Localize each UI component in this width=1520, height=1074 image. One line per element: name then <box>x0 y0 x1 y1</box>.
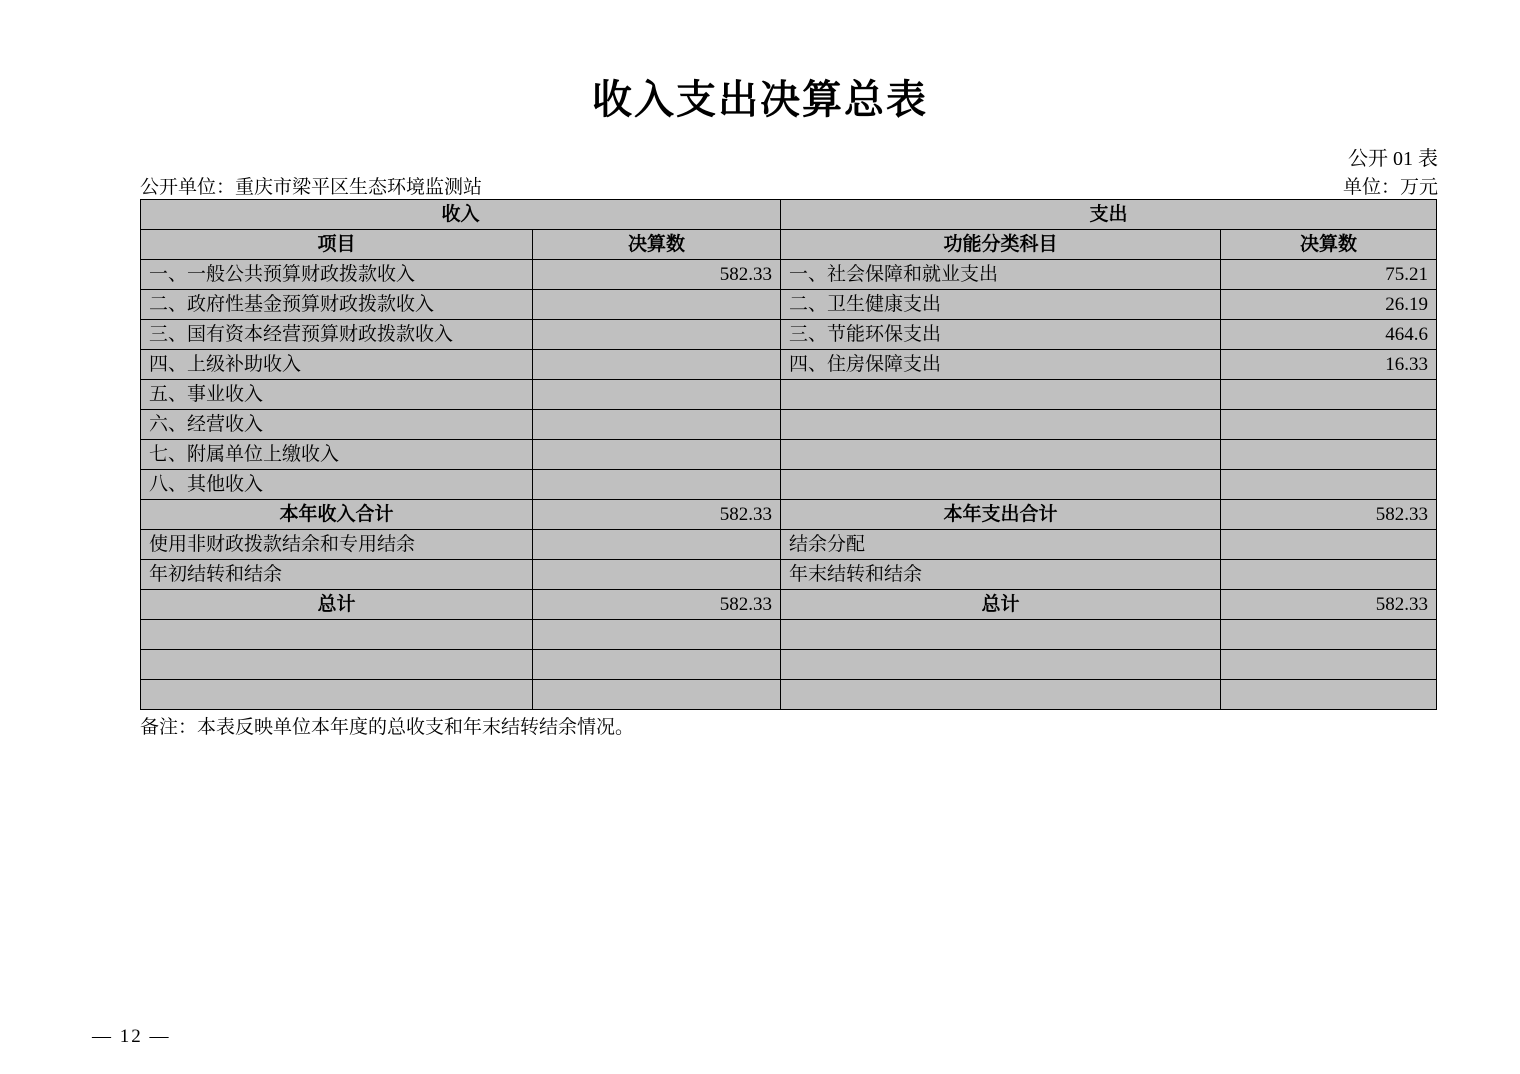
income-expense-table <box>140 199 1437 710</box>
income-item: 七、附属单位上缴收入 <box>141 440 533 470</box>
table-row <box>141 410 1437 440</box>
expense-item: 结余分配 <box>781 530 1221 560</box>
table-group-header-row <box>141 200 1437 230</box>
income-item <box>141 620 533 650</box>
income-amount <box>533 680 781 710</box>
table-row <box>141 530 1437 560</box>
table-row <box>141 470 1437 500</box>
group-header-income: 收入 <box>141 200 781 230</box>
income-item: 三、国有资本经营预算财政拨款收入 <box>141 320 533 350</box>
expense-amount <box>1221 620 1437 650</box>
income-item <box>141 650 533 680</box>
table-row <box>141 350 1437 380</box>
amount-unit: 单位：万元 <box>1342 177 1438 198</box>
expense-subtotal-amount: 582.33 <box>1221 500 1437 530</box>
page-number: — 12 — <box>92 1026 171 1047</box>
income-item: 六、经营收入 <box>141 410 533 440</box>
expense-item: 三、节能环保支出 <box>781 320 1221 350</box>
expense-amount <box>1221 380 1437 410</box>
expense-item: 二、卫生健康支出 <box>781 290 1221 320</box>
page-title: 收入支出决算总表 <box>592 77 928 122</box>
income-amount <box>533 440 781 470</box>
income-amount <box>533 650 781 680</box>
table-subtotal-row <box>141 500 1437 530</box>
income-amount <box>533 620 781 650</box>
expense-amount <box>1221 560 1437 590</box>
income-subtotal-label: 本年收入合计 <box>141 500 533 530</box>
column-header-income-item: 项目 <box>141 230 533 260</box>
expense-amount <box>1221 680 1437 710</box>
income-item: 使用非财政拨款结余和专用结余 <box>141 530 533 560</box>
expense-item <box>781 650 1221 680</box>
income-amount <box>533 380 781 410</box>
expense-item <box>781 680 1221 710</box>
expense-amount: 464.6 <box>1221 320 1437 350</box>
expense-amount <box>1221 470 1437 500</box>
table-row <box>141 260 1437 290</box>
group-header-expense: 支出 <box>781 200 1437 230</box>
expense-item: 一、社会保障和就业支出 <box>781 260 1221 290</box>
expense-item <box>781 380 1221 410</box>
income-amount: 582.33 <box>533 260 781 290</box>
table-column-header-row <box>141 230 1437 260</box>
expense-amount <box>1221 530 1437 560</box>
column-header-expense-amount: 决算数 <box>1221 230 1437 260</box>
income-item: 年初结转和结余 <box>141 560 533 590</box>
income-item: 二、政府性基金预算财政拨款收入 <box>141 290 533 320</box>
expense-amount <box>1221 410 1437 440</box>
income-subtotal-amount: 582.33 <box>533 500 781 530</box>
income-total-label: 总计 <box>141 590 533 620</box>
expense-amount: 26.19 <box>1221 290 1437 320</box>
expense-amount: 16.33 <box>1221 350 1437 380</box>
table-row <box>141 620 1437 650</box>
column-header-expense-item: 功能分类科目 <box>781 230 1221 260</box>
income-item: 四、上级补助收入 <box>141 350 533 380</box>
table-row <box>141 650 1437 680</box>
expense-amount <box>1221 650 1437 680</box>
expense-item <box>781 470 1221 500</box>
column-header-income-amount: 决算数 <box>533 230 781 260</box>
table-row <box>141 380 1437 410</box>
income-item: 五、事业收入 <box>141 380 533 410</box>
expense-amount <box>1221 440 1437 470</box>
income-total-amount: 582.33 <box>533 590 781 620</box>
expense-amount: 75.21 <box>1221 260 1437 290</box>
expense-item: 四、住房保障支出 <box>781 350 1221 380</box>
expense-item: 年末结转和结余 <box>781 560 1221 590</box>
income-amount <box>533 350 781 380</box>
expense-subtotal-label: 本年支出合计 <box>781 500 1221 530</box>
table-total-row <box>141 590 1437 620</box>
expense-total-label: 总计 <box>781 590 1221 620</box>
table-row <box>141 440 1437 470</box>
expense-item <box>781 620 1221 650</box>
income-amount <box>533 530 781 560</box>
meta-row <box>140 172 1438 199</box>
expense-total-amount: 582.33 <box>1221 590 1437 620</box>
table-row <box>141 290 1437 320</box>
income-amount <box>533 320 781 350</box>
table-row <box>141 680 1437 710</box>
income-amount <box>533 560 781 590</box>
table-row <box>141 320 1437 350</box>
income-item <box>141 680 533 710</box>
expense-item <box>781 440 1221 470</box>
income-amount <box>533 470 781 500</box>
income-item: 八、其他收入 <box>141 470 533 500</box>
table-note: 备注：本表反映单位本年度的总收支和年末结转结余情况。 <box>140 717 635 738</box>
income-amount <box>533 290 781 320</box>
table-row <box>141 560 1437 590</box>
expense-item <box>781 410 1221 440</box>
income-amount <box>533 410 781 440</box>
income-item: 一、一般公共预算财政拨款收入 <box>141 260 533 290</box>
publishing-unit: 公开单位：重庆市梁平区生态环境监测站 <box>140 177 483 198</box>
sheet-number: 公开 01 表 <box>1348 148 1438 170</box>
